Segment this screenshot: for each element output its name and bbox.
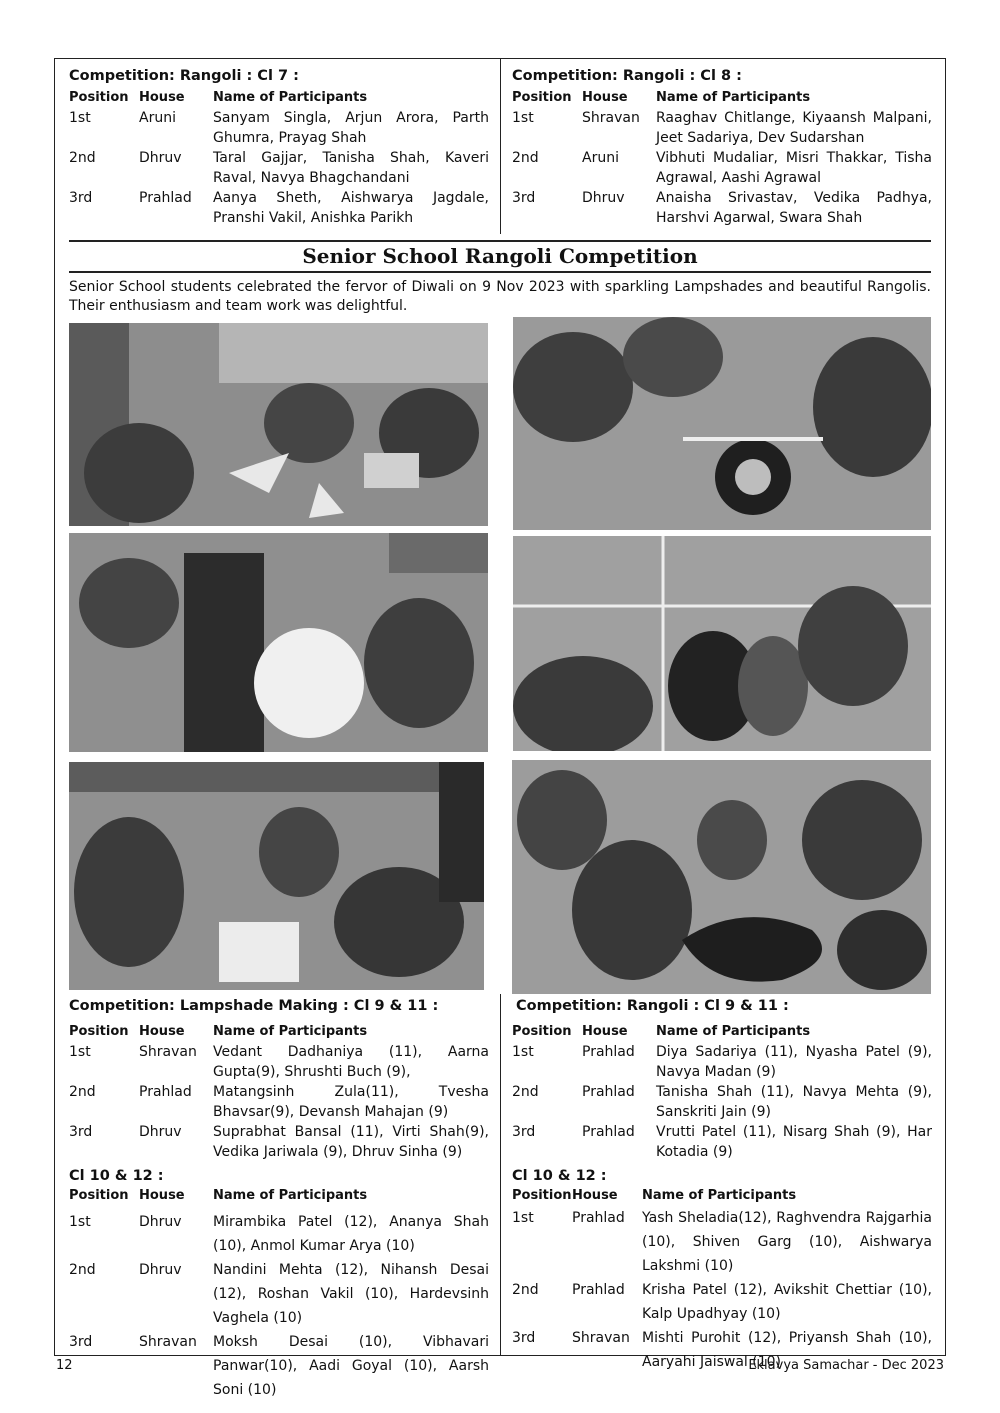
class-group-label: Cl 10 & 12 : (69, 1168, 164, 1184)
competition-lampshade-cl9-11 (69, 996, 489, 1402)
table-row: 2nd Dhruv Nandini Mehta (12), Nihansh Desai (12), Roshan Vakil (10), Hardevsinh Vaghela (10) (69, 1262, 489, 1326)
table-header: Position House Name of Participants (512, 1188, 797, 1203)
table-header: Position House Name of Participants (69, 90, 368, 105)
table-row: 1st Dhruv Mirambika Patel (12), Ananya Shah (10), Anmol Kumar Arya (10) (69, 1214, 489, 1254)
table-row: 2nd Prahlad Krisha Patel (12), Avikshit Chettiar (10), Kalp Upadhyay (10) (512, 1282, 932, 1322)
table-row: 2nd Prahlad Matangsinh Zula(11), Tvesha Bhavsar(9), Devansh Mahajan (9) (69, 1084, 489, 1120)
section-title: Senior School Rangoli Competition (302, 244, 698, 268)
table-row: 1st Prahlad Yash Sheladia(12), Raghvendra Rajgarhia (10), Shiven Garg (10), Aishwarya Lakshmi (10) (512, 1210, 932, 1274)
table-row: 3rd Dhruv Anaisha Srivastav, Vedika Padhya, Harshvi Agarwal, Swara Shah (512, 190, 932, 226)
photo-lampshade-making-2 (69, 533, 488, 752)
table-row: 3rd Shravan Mishti Purohit (12), Priyansh Shah (10), Aaryahi Jaiswal (10) (512, 1330, 932, 1370)
table-header: Position House Name of Participants (69, 1024, 368, 1039)
publication-name: Eklavya Samachar - Dec 2023 (748, 1358, 944, 1373)
photo-rangoli-making-3 (512, 760, 931, 994)
table-row: 3rd Prahlad Aanya Sheth, Aishwarya Jagdale, Pranshi Vakil, Anishka Parikh (69, 190, 489, 226)
competition-title: Competition: Rangoli : Cl 8 : (512, 68, 742, 84)
photo-rangoli-making-2 (513, 536, 931, 751)
competition-title: Competition: Rangoli : Cl 7 : (69, 68, 299, 84)
photo-rangoli-making-1 (513, 317, 931, 530)
table-row: 1st Shravan Vedant Dadhaniya (11), Aarna Gupta(9), Shrushti Buch (9), (69, 1044, 489, 1080)
table-row: 1st Shravan Raaghav Chitlange, Kiyaansh Malpani, Jeet Sadariya, Dev Sudarshan (512, 110, 932, 146)
table-row: 1st Aruni Sanyam Singla, Arjun Arora, Parth Ghumra, Prayag Shah (69, 110, 489, 146)
photo-lampshade-making-1 (69, 323, 488, 526)
column-divider-top (500, 58, 501, 234)
table-header: Position House Name of Participants (69, 1188, 368, 1203)
competition-rangoli-cl9-11 (512, 996, 932, 1374)
table-row: 2nd Prahlad Tanisha Shah (11), Navya Mehta (9), Sanskriti Jain (9) (512, 1084, 932, 1120)
page-number: 12 (56, 1358, 73, 1373)
table-row: 3rd Prahlad Vrutti Patel (11), Nisarg Shah (9), Har Kotadia (9) (512, 1124, 932, 1160)
competition-title: Competition: Lampshade Making : Cl 9 & 11 : (69, 998, 439, 1014)
competition-rangoli-cl8 (512, 66, 932, 228)
competition-title: Competition: Rangoli : Cl 9 & 11 : (516, 998, 789, 1014)
photo-lampshade-making-3 (69, 762, 484, 990)
table-header: Position House Name of Participants (512, 90, 811, 105)
competition-rangoli-cl7 (69, 66, 489, 228)
section-intro: Senior School students celebrated the fervor of Diwali on 9 Nov 2023 with sparkling Lampshades and beautiful Rangolis. Their enthusiasm and team work was delightful. (69, 279, 931, 314)
section-title-banner (69, 240, 931, 273)
table-row: 1st Prahlad Diya Sadariya (11), Nyasha Patel (9), Navya Madan (9) (512, 1044, 932, 1080)
column-divider-bottom (500, 994, 501, 1356)
table-header: Position House Name of Participants (512, 1024, 811, 1039)
table-row: 3rd Shravan Moksh Desai (10), Vibhavari Panwar(10), Aadi Goyal (10), Aarsh Soni (10) (69, 1334, 489, 1398)
table-row: 2nd Dhruv Taral Gajjar, Tanisha Shah, Kaveri Raval, Navya Bhagchandani (69, 150, 489, 186)
class-group-label: Cl 10 & 12 : (512, 1168, 607, 1184)
table-row: 2nd Aruni Vibhuti Mudaliar, Misri Thakkar, Tisha Agrawal, Aashi Agrawal (512, 150, 932, 186)
table-row: 3rd Dhruv Suprabhat Bansal (11), Virti Shah(9), Vedika Jariwala (9), Dhruv Sinha (9) (69, 1124, 489, 1160)
